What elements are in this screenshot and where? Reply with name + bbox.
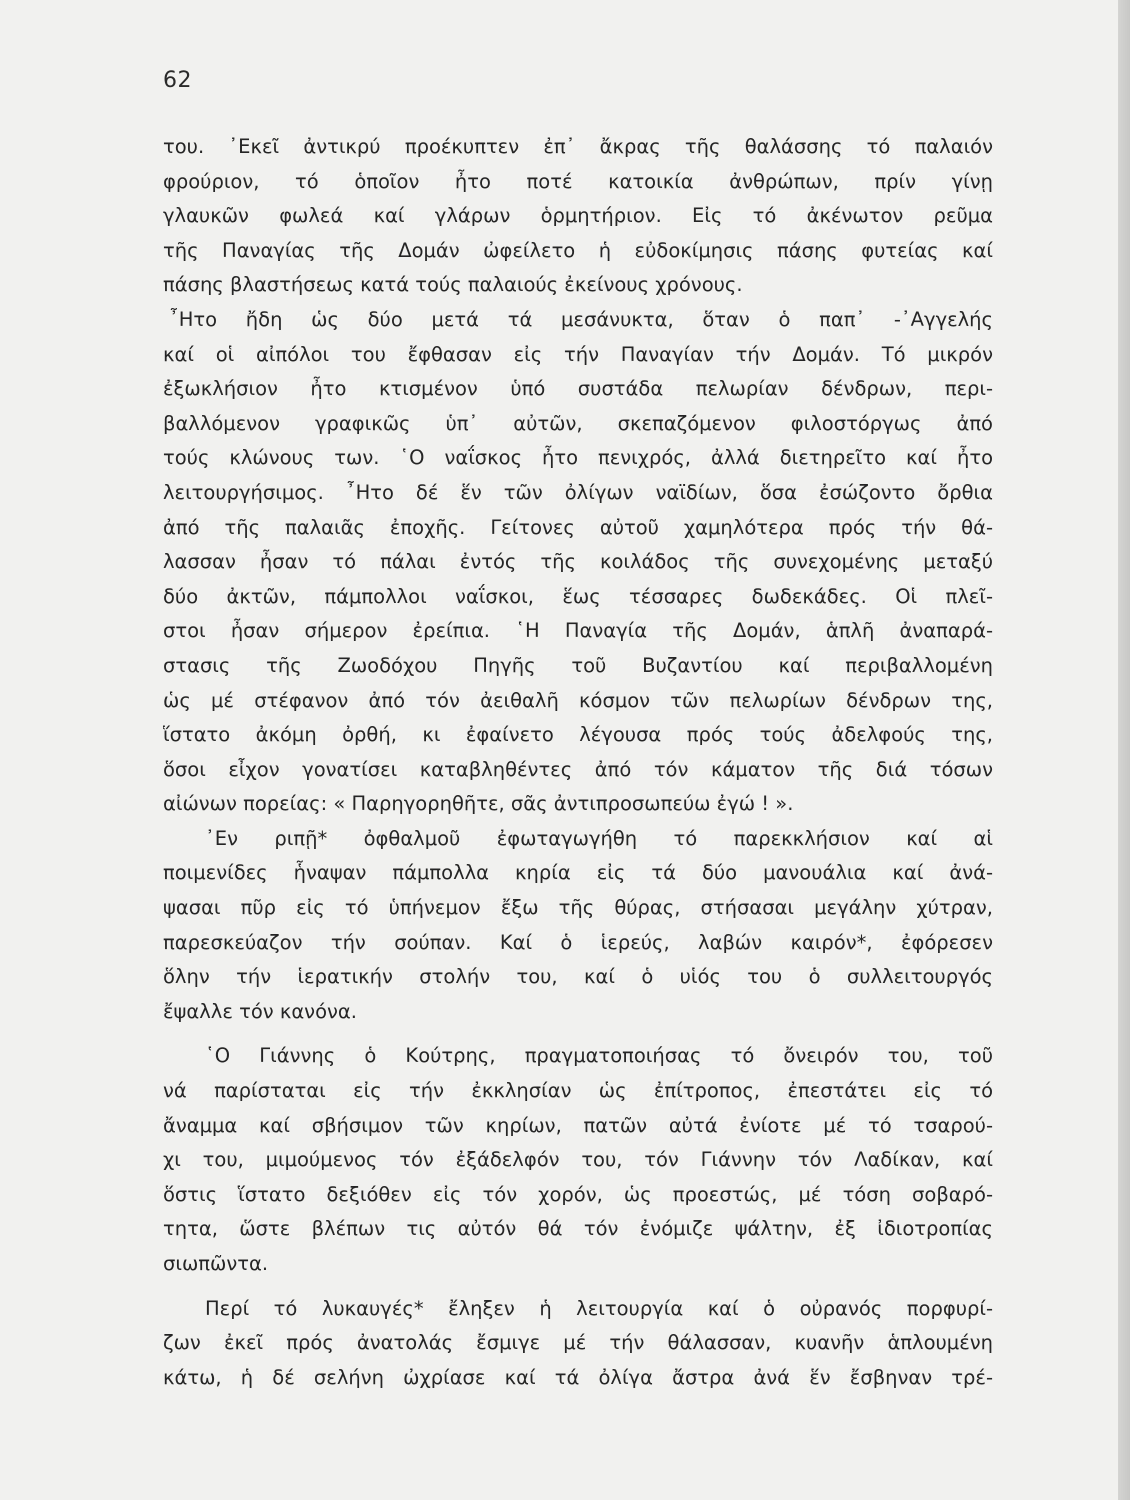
text-line: χι του, μιμούμενος τόν ἐξάδελφόν του, τόν Γιάννην τόν Λαδίκαν, καί	[163, 1148, 993, 1172]
text-line: στοι ἦσαν σήμερον ἐρείπια. ῾Η Παναγία τῆς Δομάν, ἁπλῆ ἀναπαρά-	[163, 619, 993, 643]
text-line: ὅσοι εἶχον γονατίσει καταβληθέντες ἀπό τόν κάματον τῆς διά τόσων	[163, 757, 993, 781]
text-line: τητα, ὥστε βλέπων τις αὐτόν θά τόν ἐνόμιζε ψάλτην, ἐξ ἰδιοτροπίας	[163, 1217, 993, 1241]
text-line: ὡς μέ στέφανον ἀπό τόν ἀειθαλῆ κόσμον τῶν πελωρίων δένδρων της,	[163, 688, 993, 712]
text-line: Περί τό λυκαυγές* ἔληξεν ἡ λειτουργία καί ὁ οὐρανός πορφυρί-	[205, 1296, 993, 1320]
text-line: παρεσκεύαζον τήν σούπαν. Καί ὁ ἱερεύς, λαβών καιρόν*, ἐφόρεσεν	[163, 930, 993, 954]
text-line: ἵστατο ἀκόμη ὀρθή, κι ἐφαίνετο λέγουσα πρός τούς ἀδελφούς της,	[163, 723, 993, 747]
text-line: αἰώνων πορείας: « Παρηγορηθῆτε, σᾶς ἀντιπροσωπεύω ἐγώ ! ».	[163, 792, 794, 816]
text-line: ἄναμμα καί σβήσιμον τῶν κηρίων, πατῶν αὐτά ἐνίοτε μέ τό τσαρού-	[163, 1113, 993, 1137]
text-line: ἀπό τῆς παλαιᾶς ἐποχῆς. Γείτονες αὐτοῦ χαμηλότερα πρός τήν θά-	[163, 515, 993, 539]
text-line: λειτουργήσιμος. ῏Ητο δέ ἕν τῶν ὀλίγων ναϊδίων, ὅσα ἐσώζοντο ὄρθια	[163, 480, 993, 504]
text-line: ἔψαλλε τόν κανόνα.	[163, 999, 357, 1023]
text-line: ζων ἐκεῖ πρός ἀνατολάς ἔσμιγε μέ τήν θάλασσαν, κυανῆν ἁπλουμένη	[163, 1331, 993, 1355]
text-line: βαλλόμενον γραφικῶς ὑπ᾿ αὐτῶν, σκεπαζόμενον φιλοστόργως ἀπό	[163, 411, 993, 435]
text-line: γλαυκῶν φωλεά καί γλάρων ὁρμητήριον. Εἰς τό ἀκένωτον ρεῦμα	[163, 204, 993, 228]
text-line: πάσης βλαστήσεως κατά τούς παλαιούς ἐκείνους χρόνους.	[163, 273, 743, 297]
body-text	[163, 130, 993, 1395]
text-line: ψασαι πῦρ εἰς τό ὑπήνεμον ἔξω τῆς θύρας, στήσασαι μεγάλην χύτραν,	[163, 896, 993, 920]
text-line: του. ᾿Εκεῖ ἀντικρύ προέκυπτεν ἐπ᾿ ἄκρας τῆς θαλάσσης τό παλαιόν	[163, 135, 993, 158]
text-line: νά παρίσταται εἰς τήν ἐκκλησίαν ὡς ἐπίτροπος, ἐπεστάτει εἰς τό	[163, 1079, 993, 1103]
text-line: τῆς Παναγίας τῆς Δομάν ὠφείλετο ἡ εὐδοκίμησις πάσης φυτείας καί	[163, 238, 993, 262]
text-line: ᾿Εν ριπῇ* ὀφθαλμοῦ ἐφωταγωγήθη τό παρεκκλήσιον καί αἱ	[205, 826, 993, 850]
text-line: ῾Ο Γιάννης ὁ Κούτρης, πραγματοποιήσας τό ὄνειρόν του, τοῦ	[205, 1044, 993, 1068]
text-line: ῏Ητο ἤδη ὡς δύο μετά τά μεσάνυκτα, ὅταν ὁ παπ᾿ -᾿Αγγελής	[169, 307, 993, 331]
text-line: δύο ἀκτῶν, πάμπολλοι ναΐσκοι, ἕως τέσσαρες δωδεκάδες. Οἱ πλεῖ-	[163, 584, 993, 608]
text-line: ἐξωκλήσιον ἦτο κτισμένον ὑπό συστάδα πελωρίαν δένδρων, περι-	[163, 377, 993, 401]
text-line: ὅλην τήν ἱερατικήν στολήν του, καί ὁ υἱός του ὁ συλλειτουργός	[163, 965, 993, 989]
text-line: στασις τῆς Ζωοδόχου Πηγῆς τοῦ Βυζαντίου καί περιβαλλομένη	[163, 653, 993, 677]
text-line: ὅστις ἵστατο δεξιόθεν εἰς τόν χορόν, ὡς προεστώς, μέ τόση σοβαρό-	[163, 1182, 993, 1206]
text-line: τούς κλώνους των. ῾Ο ναΐσκος ἦτο πενιχρός, ἀλλά διετηρεῖτο καί ἦτο	[163, 446, 993, 470]
text-line: ποιμενίδες ἧναψαν πάμπολλα κηρία εἰς τά δύο μανουάλια καί ἀνά-	[163, 861, 993, 885]
text-line: φρούριον, τό ὁποῖον ἦτο ποτέ κατοικία ἀνθρώπων, πρίν γίνῃ	[163, 169, 993, 193]
text-line: σιωπῶντα.	[163, 1252, 269, 1275]
text-line: καί οἱ αἰπόλοι του ἔφθασαν εἰς τήν Παναγίαν τήν Δομάν. Τό μικρόν	[163, 342, 993, 366]
text-line: λασσαν ἦσαν τό πάλαι ἐντός τῆς κοιλάδος τῆς συνεχομένης μεταξύ	[163, 550, 993, 574]
page-edge	[1118, 0, 1130, 1500]
text-line: κάτω, ἡ δέ σελήνη ὠχρίασε καί τά ὀλίγα ἄστρα ἀνά ἕν ἔσβηναν τρέ-	[163, 1365, 993, 1389]
page-number: 62	[163, 68, 192, 93]
